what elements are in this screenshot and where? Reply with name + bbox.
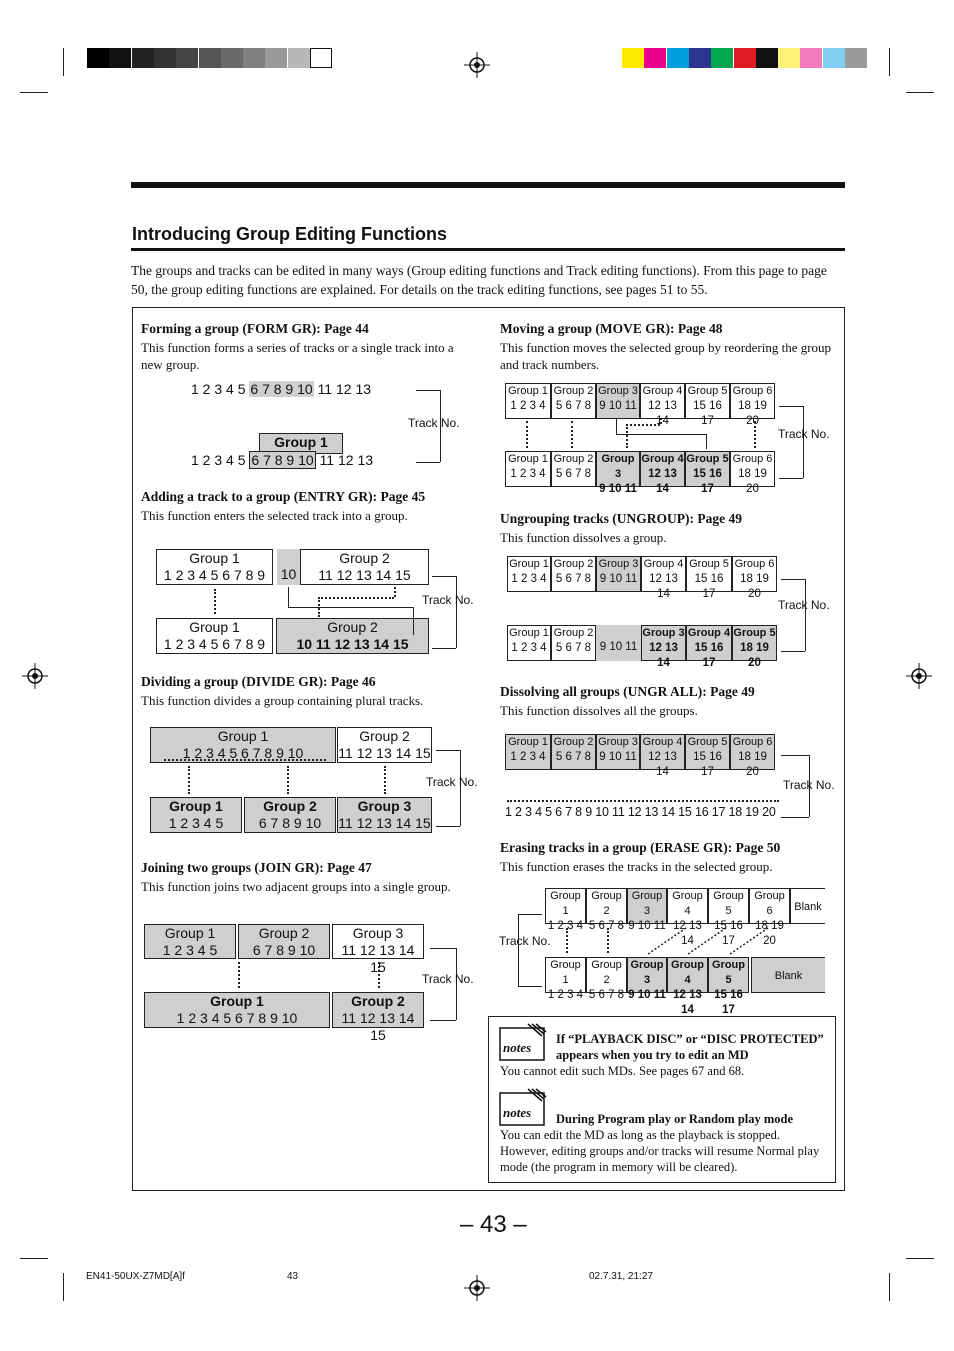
join-group3-before: Group 3 11 12 13 14 15 <box>332 924 424 959</box>
ungroup-before-group-name: Group 2 <box>553 558 594 570</box>
gray-swatch <box>154 48 176 68</box>
move-before-box <box>505 383 551 419</box>
gray-swatch <box>243 48 265 68</box>
crosshair-right-icon <box>906 663 932 689</box>
move-after-group-tracks: 5 6 7 8 <box>555 468 592 480</box>
ungroup-after-group-tracks: 12 13 14 <box>649 642 678 669</box>
ungrall-before-box <box>596 734 640 770</box>
ungroup-before-box <box>507 556 551 592</box>
move-after-box <box>505 451 551 487</box>
ungroup-after-box <box>732 625 777 669</box>
erase-before-box <box>749 888 790 947</box>
move-before-group-name: Group 3 <box>598 385 638 397</box>
footer-right: 02.7.31, 21:27 <box>589 1271 653 1282</box>
crosshair-top-icon <box>464 52 490 78</box>
crosshair-left-icon <box>22 663 48 689</box>
ungroup-after-group-name: Group 4 <box>687 627 731 639</box>
notes-icon-2 <box>498 1087 550 1129</box>
erase-after-group-tracks: 1 2 3 4 <box>547 989 584 1001</box>
top-rule <box>131 182 845 188</box>
move-before-group-tracks: 9 10 11 <box>599 400 637 412</box>
form-tracks-before <box>191 381 371 397</box>
move-after-group-tracks: 12 13 14 <box>648 468 677 495</box>
erase-before-group-name: Group 3 <box>631 890 663 917</box>
erase-before-group-tracks: 9 10 11 <box>628 920 666 932</box>
ungroup-after-box <box>551 625 596 661</box>
ungroup-before-box <box>641 556 686 600</box>
ungroup-after-group-name <box>596 625 641 640</box>
erase-before-group-tracks: 12 13 14 <box>673 920 702 947</box>
intro-text: The groups and tracks can be edited in many ways (Group editing functions and Track editing functions). From this page to page 50, the group editing functions are explained. For details on the track editing functions, see pages 51 to 55. <box>131 263 827 297</box>
ungroup-before-group-tracks: 12 13 14 <box>649 573 678 600</box>
form-group-label: Group 1 <box>259 433 343 454</box>
ungrall-before-group-name: Group 2 <box>553 736 594 748</box>
ungrall-before-group-tracks: 9 10 11 <box>599 751 637 763</box>
color-swatch <box>711 48 733 68</box>
move-before-group-name: Group 2 <box>553 385 594 397</box>
color-swatch <box>667 48 689 68</box>
notes-icon <box>498 1022 550 1064</box>
ungroup-after-group-tracks: 15 16 17 <box>694 642 724 669</box>
ungroup-before-box <box>686 556 732 600</box>
join-track-no: Track No. <box>422 972 474 986</box>
form-mid: 6 7 8 9 10 <box>250 381 313 397</box>
move-after-group-tracks: 1 2 3 4 <box>510 468 546 480</box>
notes-icon-2-label: notes <box>503 1105 532 1120</box>
move-after-group-name: Group 1 <box>508 453 548 465</box>
color-swatch <box>734 48 756 68</box>
ungrall-before-group-tracks: 18 19 20 <box>738 751 767 778</box>
ungroup-after-group-name: Group 2 <box>553 627 594 639</box>
ungroup-before-group-name: Group 4 <box>643 558 684 570</box>
ungroup-before-group-name: Group 3 <box>598 558 639 570</box>
note1-body: You cannot edit such MDs. See pages 67 and 68. <box>500 1064 745 1078</box>
note2-title: During Program play or Random play mode <box>556 1112 794 1126</box>
join-desc: This function joins two adjacent groups into a single group. <box>141 879 451 894</box>
form-post: 11 12 13 <box>317 381 372 397</box>
join-title: Joining two groups (JOIN GR): Page 47 <box>141 860 372 875</box>
erase-after-box <box>627 957 667 1001</box>
ungroup-before-group-tracks: 18 19 20 <box>740 573 769 600</box>
ungroup-after-box <box>641 625 686 669</box>
erase-after-group-name: Group 3 <box>630 959 664 986</box>
entry-group1-after: Group 1 1 2 3 4 5 6 7 8 9 <box>156 618 273 654</box>
ungrall-before-box <box>685 734 730 778</box>
ungroup-before-box <box>596 556 641 592</box>
gray-swatch <box>109 48 131 68</box>
move-after-box <box>551 451 596 487</box>
erase-before-group-name: Group 2 <box>591 890 622 917</box>
divide-track-no: Track No. <box>426 775 478 789</box>
erase-desc: This function erases the tracks in the selected group. <box>500 859 773 874</box>
erase-after-group-tracks: 15 16 17 <box>714 989 743 1016</box>
move-desc: This function moves the selected group by reordering the group and track numbers. <box>500 340 832 372</box>
note1-title: If “PLAYBACK DISC” or “DISC PROTECTED” appears when you try to edit an MD <box>556 1032 824 1062</box>
move-after-box <box>730 451 775 495</box>
join-group1-after: Group 1 1 2 3 4 5 6 7 8 9 10 <box>144 992 330 1028</box>
move-title: Moving a group (MOVE GR): Page 48 <box>500 321 723 336</box>
erase-after-box <box>586 957 627 1001</box>
gray-swatch <box>265 48 287 68</box>
ungroup-before-group-tracks: 9 10 11 <box>599 573 638 585</box>
ungroup-after-box <box>507 625 551 661</box>
erase-after-group-name: Group 4 <box>671 959 704 986</box>
color-swatch <box>845 48 867 68</box>
ungroup-after-group-tracks: 5 6 7 8 <box>555 642 592 654</box>
ungrall-tracks-after: 1 2 3 4 5 6 7 8 9 10 11 12 13 14 15 16 17 18 19 20 <box>505 805 776 819</box>
erase-before-group-name: Group 5 <box>713 890 744 917</box>
ungrall-before-box <box>640 734 685 778</box>
move-before-group-name: Group 5 <box>687 385 728 397</box>
ungrall-before-box <box>730 734 775 778</box>
ungroup-before-group-name: Group 6 <box>734 558 775 570</box>
gray-swatch <box>199 48 221 68</box>
gray-swatch <box>176 48 198 68</box>
move-after-box <box>685 451 730 495</box>
join-group2-after: Group 2 11 12 13 14 15 <box>332 992 424 1028</box>
move-before-group-tracks: 15 16 17 <box>693 400 722 427</box>
erase-before-box <box>708 888 749 947</box>
erase-before-group-tracks: 1 2 3 4 <box>547 920 584 932</box>
erase-before-group-name: Group 6 <box>754 890 785 917</box>
form-desc: This function forms a series of tracks or a single track into a new group. <box>141 340 454 372</box>
join-group1-before: Group 1 1 2 3 4 5 <box>144 924 236 959</box>
move-before-group-name: Group 1 <box>508 385 548 397</box>
join-group2-before: Group 2 6 7 8 9 10 <box>238 924 330 959</box>
divide-group3-after: Group 3 11 12 13 14 15 <box>338 798 431 831</box>
erase-before-box <box>586 888 627 932</box>
erase-after-group-name: Group 1 <box>550 959 581 986</box>
divide-group2-before: Group 2 11 12 13 14 15 <box>338 728 431 761</box>
entry-title: Adding a track to a group (ENTRY GR): Page 45 <box>141 489 426 504</box>
ungroup-after-group-name: Group 1 <box>509 627 549 639</box>
move-after-box <box>640 451 685 495</box>
erase-track-no: Track No. <box>499 934 551 948</box>
notes-icon-label: notes <box>503 1040 532 1055</box>
ungroup-after-box <box>686 625 732 669</box>
color-swatch <box>644 48 666 68</box>
footer-mid: 43 <box>287 1271 299 1282</box>
move-before-box <box>640 383 685 427</box>
ungroup-before-group-tracks: 15 16 17 <box>694 573 724 600</box>
erase-before-box <box>627 888 667 932</box>
ungrall-before-group-tracks: 15 16 17 <box>693 751 722 778</box>
erase-after-box <box>708 957 749 1016</box>
move-after-group-name: Group 3 <box>601 453 635 480</box>
ungrall-desc: This function dissolves all the groups. <box>500 703 698 718</box>
page-title: Introducing Group Editing Functions <box>132 224 447 244</box>
note2-body: You can edit the MD as long as the playback is stopped. However, editing groups and/or tracks will resume Normal play mode (the program in memory will be cleared). <box>500 1128 820 1174</box>
ungrall-before-group-name: Group 1 <box>508 736 548 748</box>
move-before-group-name: Group 4 <box>642 385 683 397</box>
move-before-box <box>551 383 596 419</box>
erase-shift-lines <box>640 926 780 956</box>
footer-left: EN41-50UX-Z7MD[A]f <box>86 1271 185 1282</box>
title-rule <box>131 248 845 251</box>
gray-swatch <box>87 48 109 68</box>
gray-swatch <box>221 48 243 68</box>
erase-after-group-tracks: 12 13 14 <box>673 989 702 1016</box>
erase-after-group-tracks: 5 6 7 8 <box>588 989 625 1001</box>
ungrall-before-box <box>551 734 596 770</box>
divide-group2-after: Group 2 6 7 8 9 10 <box>244 797 336 833</box>
ungroup-before-group-name: Group 1 <box>509 558 549 570</box>
erase-blank-after: Blank <box>751 957 825 993</box>
gray-swatch <box>310 48 332 68</box>
move-before-group-tracks: 5 6 7 8 <box>555 400 592 412</box>
form-title: Forming a group (FORM GR): Page 44 <box>141 321 369 336</box>
form-tracks-after: 1 2 3 4 5 6 7 8 9 10 11 12 13 <box>191 452 374 468</box>
ungrall-before-group-name: Group 5 <box>687 736 728 748</box>
ungrall-before-group-tracks: 1 2 3 4 <box>510 751 546 763</box>
ungroup-after-group-tracks: 1 2 3 4 <box>511 642 547 654</box>
erase-blank-before: Blank <box>790 888 825 924</box>
entry-group2-before: Group 2 11 12 13 14 15 <box>300 549 429 585</box>
entry-group2-after: Group 2 10 11 12 13 14 15 <box>276 618 429 654</box>
gray-swatch <box>132 48 154 68</box>
ungroup-before-group-tracks: 5 6 7 8 <box>555 573 592 585</box>
erase-after-group-tracks: 9 10 11 <box>628 989 666 1001</box>
ungroup-before-group-name: Group 5 <box>689 558 729 570</box>
entry-track-no: Track No. <box>422 593 474 607</box>
crosshair-bottom-icon <box>464 1275 490 1301</box>
ungrall-title: Dissolving all groups (UNGR ALL): Page 49 <box>500 684 755 699</box>
ungrall-before-group-name: Group 3 <box>598 736 638 748</box>
color-swatch <box>622 48 644 68</box>
color-swatch <box>800 48 822 68</box>
erase-before-group-tracks: 5 6 7 8 <box>588 920 625 932</box>
page-number: – 43 – <box>460 1211 527 1238</box>
move-before-group-tracks: 12 13 14 <box>648 400 677 427</box>
move-before-box <box>596 383 640 419</box>
form-track-no: Track No. <box>408 416 460 430</box>
entry-group1-before: Group 1 1 2 3 4 5 6 7 8 9 <box>156 549 273 585</box>
ungrall-before-group-name: Group 4 <box>642 736 683 748</box>
move-after-group-tracks: 15 16 17 <box>693 468 722 495</box>
move-track-no: Track No. <box>778 427 830 441</box>
entry-track10: 10 <box>277 549 300 585</box>
divide-group1-before: Group 1 1 2 3 4 5 6 7 8 9 10 <box>150 727 336 763</box>
ungroup-after-box <box>596 625 641 661</box>
ungroup-desc: This function dissolves a group. <box>500 530 667 545</box>
ungroup-after-group-tracks: 9 10 11 <box>599 641 638 653</box>
ungrall-before-group-tracks: 5 6 7 8 <box>555 751 592 763</box>
ungroup-before-box <box>732 556 777 600</box>
move-after-group-tracks: 9 10 11 <box>599 483 637 495</box>
move-before-box <box>685 383 730 427</box>
ungroup-before-box <box>551 556 596 592</box>
move-after-group-tracks: 18 19 20 <box>738 468 767 495</box>
move-before-box <box>730 383 775 427</box>
ungrall-before-group-name: Group 6 <box>732 736 773 748</box>
divide-group1-after: Group 1 1 2 3 4 5 <box>150 797 242 833</box>
move-after-group-name: Group 6 <box>732 453 773 465</box>
entry-desc: This function enters the selected track into a group. <box>141 508 408 523</box>
move-before-group-tracks: 18 19 20 <box>738 400 767 427</box>
ungrall-before-box <box>505 734 551 770</box>
erase-before-group-name: Group 1 <box>550 890 581 917</box>
ungroup-before-group-tracks: 1 2 3 4 <box>511 573 547 585</box>
erase-after-group-name: Group 2 <box>591 959 622 986</box>
divide-title: Dividing a group (DIVIDE GR): Page 46 <box>141 674 376 689</box>
move-before-group-name: Group 6 <box>732 385 773 397</box>
color-swatch <box>689 48 711 68</box>
erase-after-group-name: Group 5 <box>712 959 745 986</box>
ungroup-after-group-tracks: 18 19 20 <box>740 642 769 669</box>
erase-before-group-name: Group 4 <box>672 890 703 917</box>
move-after-group-name: Group 2 <box>553 453 594 465</box>
color-swatch <box>823 48 845 68</box>
move-after-group-name: Group 4 <box>641 453 684 465</box>
erase-before-group-tracks: 18 19 20 <box>755 920 784 947</box>
color-swatch <box>756 48 778 68</box>
erase-after-box <box>545 957 586 1001</box>
erase-after-box <box>667 957 708 1016</box>
erase-title: Erasing tracks in a group (ERASE GR): Page 50 <box>500 840 781 855</box>
ungroup-after-group-name: Group 3 <box>642 627 685 639</box>
color-swatch <box>778 48 800 68</box>
erase-before-box <box>545 888 586 932</box>
ungroup-title: Ungrouping tracks (UNGROUP): Page 49 <box>500 511 742 526</box>
erase-before-box <box>667 888 708 947</box>
ungrall-track-no: Track No. <box>783 778 835 792</box>
ungroup-track-no: Track No. <box>778 598 830 612</box>
move-after-box <box>596 451 640 495</box>
erase-before-group-tracks: 15 16 17 <box>714 920 743 947</box>
ungroup-after-group-name: Group 5 <box>733 627 776 639</box>
move-after-group-name: Group 5 <box>686 453 729 465</box>
gray-swatch <box>288 48 310 68</box>
move-before-group-tracks: 1 2 3 4 <box>510 400 546 412</box>
form-pre: 1 2 3 4 5 <box>191 381 246 397</box>
ungrall-before-group-tracks: 12 13 14 <box>648 751 677 778</box>
divide-desc: This function divides a group containing plural tracks. <box>141 693 424 708</box>
